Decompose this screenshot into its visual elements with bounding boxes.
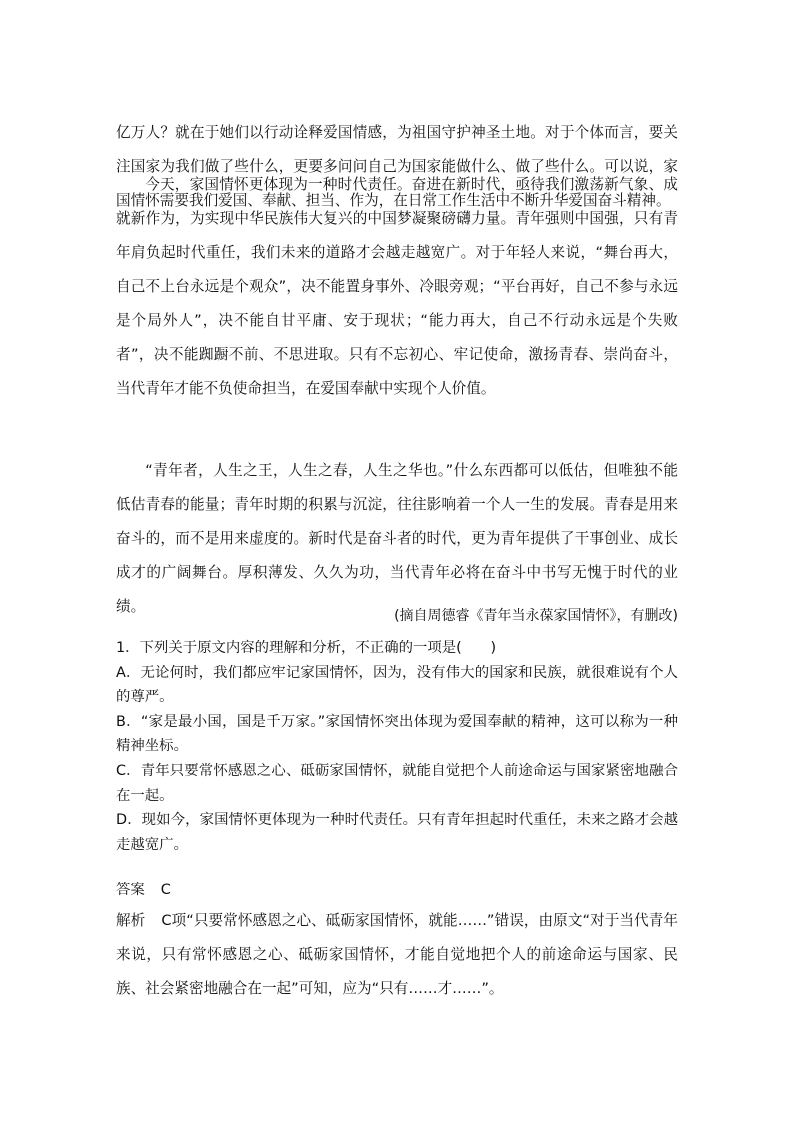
option-c: C．青年只要常怀感恩之心、砥砺家国情怀，就能自觉把个人前途命运与国家紧密地融合在一起。 — [116, 762, 678, 804]
passage-paragraph-1: 亿万人？就在于她们以行动诠释爱国情感，为祖国守护神圣土地。对于个体而言，要关注国家为我们做了些什么，更要多问问自己为国家能做什么、做了些什么。可以说，家国情怀需要我们爱国、奉献、担当、作为，在日常工作生活中不断升华爱国奋斗精神。 — [116, 124, 678, 209]
option-a: A．无论何时，我们都应牢记家国情怀，因为，没有伟大的国家和民族，就很难说有个人的尊严。 — [116, 664, 678, 706]
option-b: B．“家是最小国，国是千万家。”家国情怀突出体现为爱国奉献的精神，这可以称为一种精神坐标。 — [116, 713, 678, 755]
answer-line — [116, 878, 171, 902]
analysis-block — [116, 904, 678, 1006]
passage-paragraph-3: “青年者，人生之王，人生之春，人生之华也。”什么东西都可以低估，但唯独不能低估青春的能量；青年时期的积累与沉淀，往往影响着一个人一生的发展。青春是用来奋斗的，而不是用来虚度的。新时代是奋斗者的时代，更为青年提供了干事创业、成长成才的广阔舞台。厚积薄发、久久为功，当代青年必将在奋斗中书写无愧于时代的业绩。 — [116, 462, 678, 615]
analysis-text: C项“只要常怀感恩之心、砥砺家国情怀，就能……”错误，由原文“对于当代青年来说，只有常怀感恩之心、砥砺家国情怀，才能自觉地把个人的前途命运与国家、民族、社会紧密地融合在一起”可知，应为“只有……才……”。 — [116, 912, 678, 997]
analysis-label: 解析 — [116, 912, 146, 929]
answer-label: 答案 — [116, 882, 145, 898]
passage-paragraph-2: 今天，家国情怀更体现为一种时代责任。奋进在新时代，亟待我们激荡新气象、成就新作为，为实现中华民族伟大复兴的中国梦凝聚磅礴力量。青年强则中国强，只有青年肩负起时代重任，我们未来的道路才会越走越宽广。对于年轻人来说，“舞台再大，自己不上台永远是个观众”，决不能置身事外、冷眼旁观；“平台再好，自己不参与永远是个局外人”，决不能自甘平庸、安于现状；“能力再大，自己不行动永远是个失败者”，决不能踟蹰不前、不思进取。只有不忘初心、牢记使命，激扬青春、崇尚奋斗，当代青年才能不负使命担当，在爱国奉献中实现个人价值。 — [116, 176, 678, 397]
answer-value: C — [160, 882, 171, 898]
option-d: D．现如今，家国情怀更体现为一种时代责任。只有青年担起时代重任，未来之路才会越走越宽广。 — [116, 812, 678, 853]
question-1 — [116, 636, 678, 857]
passage-source: (摘自周德睿《青年当永葆家国情怀》，有删改) — [394, 608, 678, 624]
question-stem: 1．下列关于原文内容的理解和分析，不正确的一项是( ) — [116, 640, 497, 656]
